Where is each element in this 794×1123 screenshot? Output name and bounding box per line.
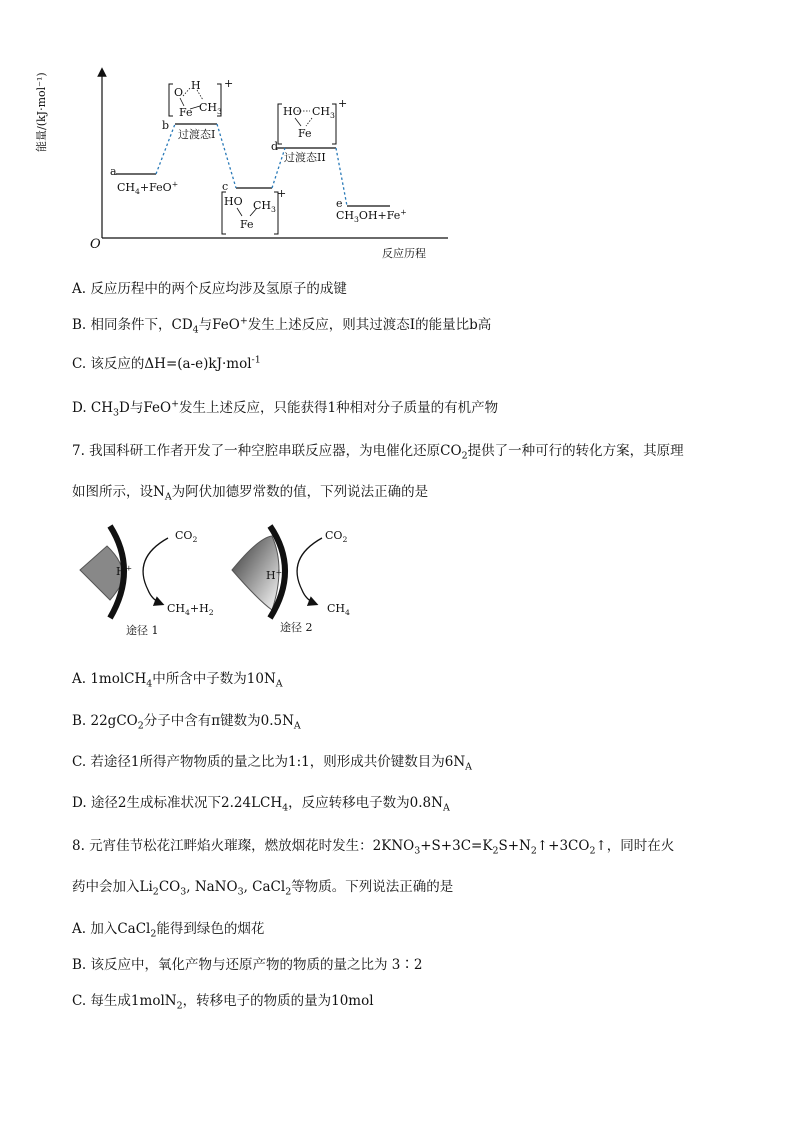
q8-option-b: B. 该反应中，氧化产物与还原产物的物质的量之比为 3∶2 bbox=[72, 957, 423, 973]
path1-arrow bbox=[143, 538, 168, 604]
q7-option-b: B. 22gCO$_2$分子中含有π键数为$0.5N_A$ bbox=[72, 713, 301, 732]
ts1-fe: Fe bbox=[179, 106, 193, 119]
level-e-label: e bbox=[336, 197, 343, 210]
ts2-fe: Fe bbox=[298, 127, 312, 140]
ts1-o: O bbox=[174, 86, 184, 99]
q6-option-d: D. $CH_3D$与FeO+发生上述反应，只能获得1种相对分子质量的有机产物 bbox=[72, 398, 499, 419]
q8-stem-line1: 8. 元宵佳节松花江畔焰火璀璨，燃放烟花时发生：$2KNO_3+S+3C=K_2S+N_2↑+3CO_2↑$，同时在火 bbox=[72, 838, 675, 857]
path1-label: 途径 1 bbox=[126, 624, 159, 637]
path2-co2: $CO_2$ bbox=[325, 529, 348, 545]
ts2-charge: + bbox=[338, 97, 348, 110]
q7-option-d: D. 途径2生成标准状况下$2.24LCH_4$，反应转移电子数为$0.8N_A$ bbox=[72, 795, 450, 814]
ts2-ho: HO bbox=[283, 105, 302, 118]
q7-stem-line2: 如图所示，设$N_A$为阿伏加德罗常数的值，下列说法正确的是 bbox=[72, 484, 429, 503]
q8-option-a: A. 加入CaCl$_2$能得到绿色的烟花 bbox=[72, 921, 265, 940]
x-axis-label: 反应历程 bbox=[382, 247, 426, 260]
q8-stem-line2: 药中会加入$Li_2CO_3$, NaNO$_3$, CaCl$_2$等物质。下列说法正确的是 bbox=[72, 879, 454, 898]
ts1-ch3: $CH_3$ bbox=[199, 101, 222, 117]
origin-label: O bbox=[90, 237, 101, 252]
c-ho: HO bbox=[224, 195, 243, 208]
level-b-label: b bbox=[162, 119, 170, 132]
path1-hplus: H+ bbox=[116, 563, 133, 578]
path2-hplus: H+ bbox=[266, 567, 283, 582]
path1-product: $CH_4+H_2$ bbox=[167, 602, 214, 618]
q7-stem-line1: 7. 我国科研工作者开发了一种空腔串联反应器，为电催化还原$CO_2$提供了一种可行的转化方案，其原理 bbox=[72, 443, 684, 462]
ts2-ch3: $CH_3$ bbox=[312, 105, 335, 121]
q6-option-a: A. 反应历程中的两个反应均涉及氢原子的成键 bbox=[72, 281, 347, 297]
q6-option-b: B. 相同条件下，$CD_4$与FeO+发生上述反应，则其过渡态Ⅰ的能量比b高 bbox=[72, 315, 492, 336]
path2-arrow bbox=[297, 538, 322, 604]
level-c-label: c bbox=[222, 180, 229, 193]
ts1-h: H bbox=[191, 79, 201, 92]
q7-option-a: A. 1molCH$_4$中所含中子数为$10N_A$ bbox=[72, 671, 283, 690]
q8-option-c: C. 每生成1molN$_2$，转移电子的物质的量为10mol bbox=[72, 993, 374, 1012]
y-axis-label: 能量/(kJ·mol⁻¹) bbox=[35, 72, 48, 152]
energy-diagram bbox=[80, 66, 450, 266]
c-charge: + bbox=[277, 187, 287, 200]
c-ch3: $CH_3$ bbox=[253, 199, 276, 215]
ts1-charge: + bbox=[224, 77, 234, 90]
path1-co2: $CO_2$ bbox=[175, 529, 198, 545]
c-fe: Fe bbox=[240, 218, 254, 231]
path2-product: $CH_4$ bbox=[327, 602, 350, 618]
q6-option-c: C. 该反应的ΔH=(a-e)kJ·mol$^{-1}$ bbox=[72, 354, 261, 372]
level-d-label: d bbox=[271, 140, 279, 153]
path2-label: 途径 2 bbox=[280, 621, 313, 634]
q7-option-c: C. 若途径1所得产物物质的量之比为1:1，则形成共价键数目为$6N_A$ bbox=[72, 754, 472, 773]
level-a-label: a bbox=[110, 165, 117, 178]
reactant-label: $CH_4+FeO^+$ bbox=[117, 179, 179, 197]
ts2-label: 过渡态II bbox=[284, 151, 326, 164]
product-label: $CH_3OH+Fe^+$ bbox=[336, 207, 407, 225]
ts1-label: 过渡态I bbox=[178, 128, 216, 141]
